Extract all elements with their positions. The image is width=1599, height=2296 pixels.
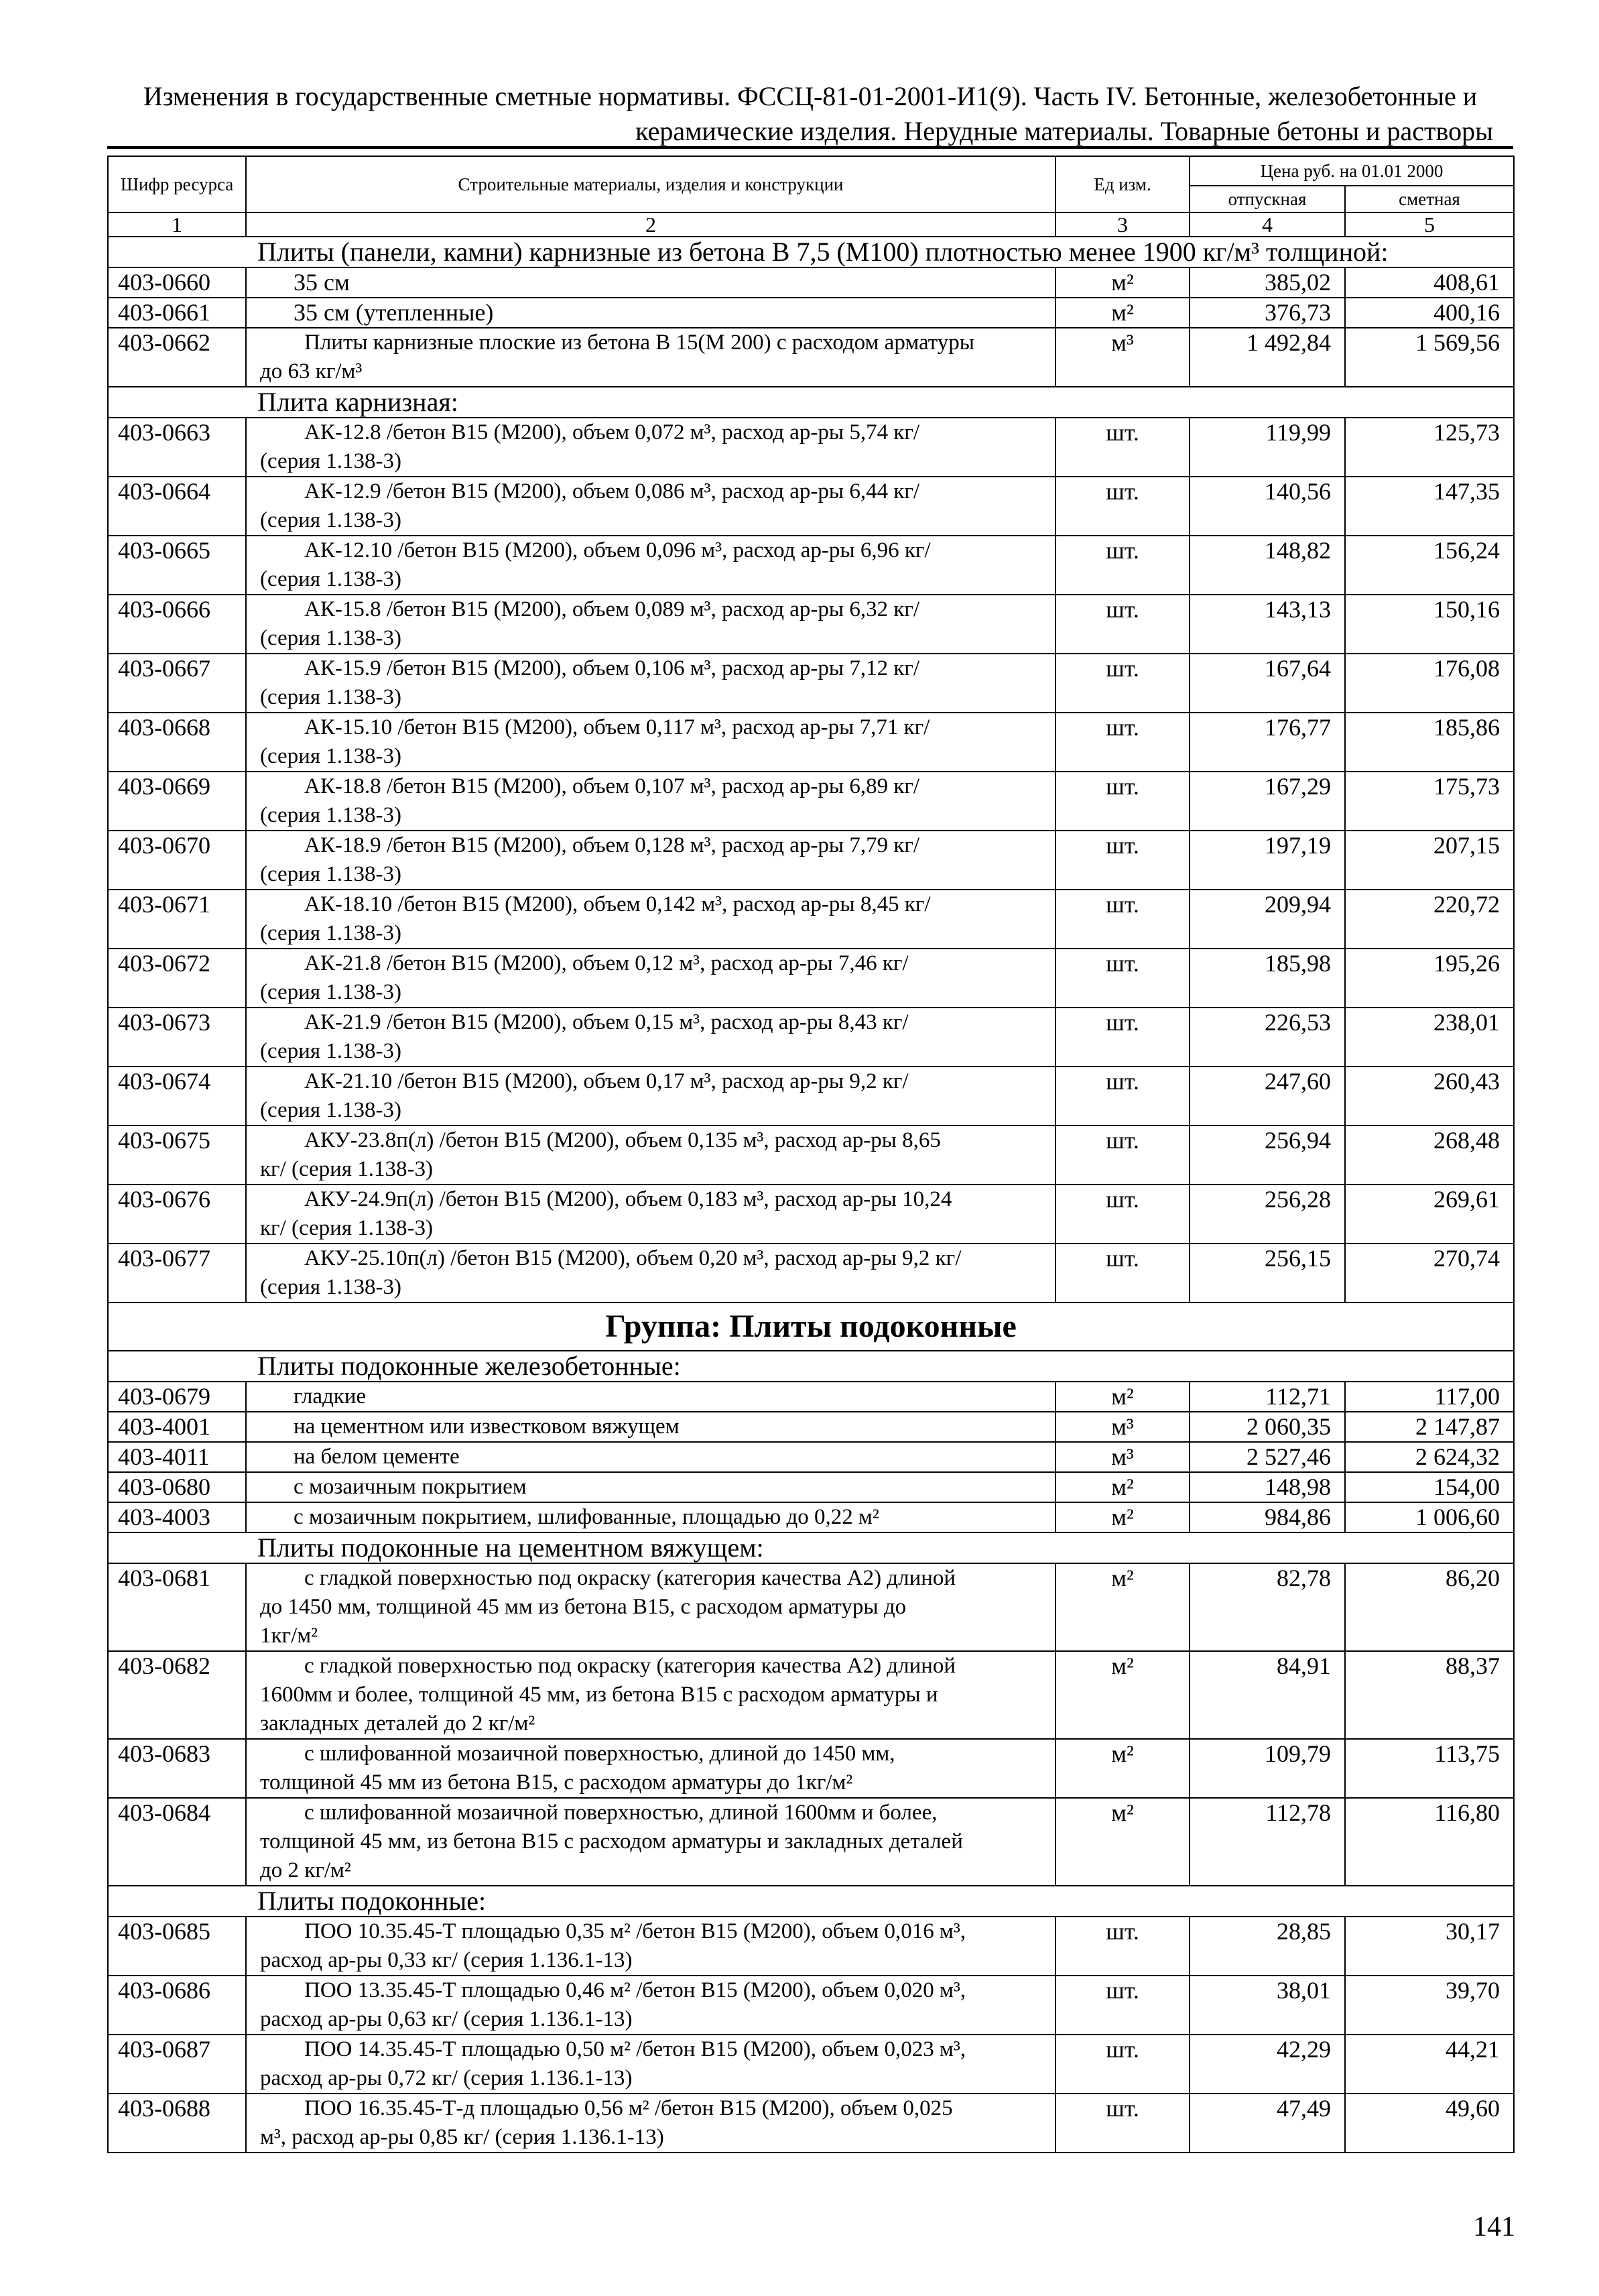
row-name-line: АК-21.8 /бетон В15 (М200), объем 0,12 м³, расход ар-ры 7,46 кг/: [304, 951, 909, 975]
row-name-line: (серия 1.138-3): [260, 567, 402, 591]
row-name-line: АК-18.10 /бетон В15 (М200), объем 0,142 м³, расход ар-ры 8,45 кг/: [304, 892, 931, 916]
row-unit: шт.: [1056, 654, 1190, 713]
row-name-line: АК-18.9 /бетон В15 (М200), объем 0,128 м³, расход ар-ры 7,79 кг/: [304, 833, 920, 857]
row-name-line: кг/ (серия 1.138-3): [260, 1157, 433, 1181]
row-estimate-price: 150,16: [1345, 595, 1514, 654]
row-name: [246, 654, 1056, 713]
row-name: [246, 1798, 1056, 1886]
row-code: 403-0665: [108, 536, 246, 595]
row-name: [246, 831, 1056, 890]
row-estimate-price: 195,26: [1345, 949, 1514, 1008]
row-name-line: (серия 1.138-3): [260, 449, 402, 473]
row-unit: м²: [1056, 1563, 1190, 1651]
row-name-line: ПОО 13.35.45-Т площадью 0,46 м² /бетон В15 (М200), объем 0,020 м³,: [304, 1978, 966, 2002]
row-release-price: 247,60: [1190, 1067, 1345, 1126]
row-release-price: 119,99: [1190, 418, 1345, 477]
row-release-price: 209,94: [1190, 890, 1345, 949]
row-name: [246, 1244, 1056, 1303]
row-name: [246, 477, 1056, 536]
row-name-line: АК-18.8 /бетон В15 (М200), объем 0,107 м³, расход ар-ры 6,89 кг/: [304, 774, 920, 798]
row-release-price: 376,73: [1190, 298, 1345, 328]
row-unit: м³: [1056, 1442, 1190, 1472]
table-row: [108, 536, 1514, 595]
row-name: [246, 1651, 1056, 1739]
table-row: [108, 298, 1514, 328]
row-unit: шт.: [1056, 1244, 1190, 1303]
page-number: 141: [1473, 2212, 1515, 2242]
table-row: [108, 713, 1514, 772]
row-unit: м²: [1056, 1798, 1190, 1886]
section-title: Плиты подоконные на цементном вяжущем:: [108, 1532, 1514, 1563]
row-name: [246, 1067, 1056, 1126]
row-estimate-price: 147,35: [1345, 477, 1514, 536]
row-name-line: (серия 1.138-3): [260, 685, 402, 709]
table-row: [108, 1382, 1514, 1412]
row-code: 403-0688: [108, 2094, 246, 2153]
table-row: [108, 1126, 1514, 1185]
col-header-release: отпускная: [1190, 186, 1345, 213]
row-estimate-price: 176,08: [1345, 654, 1514, 713]
row-code: 403-0677: [108, 1244, 246, 1303]
row-name-line: до 63 кг/м³: [260, 359, 363, 383]
row-release-price: 1 492,84: [1190, 328, 1345, 387]
table-row: [108, 1244, 1514, 1303]
row-release-price: 47,49: [1190, 2094, 1345, 2153]
row-estimate-price: 408,61: [1345, 267, 1514, 298]
row-name: [246, 1976, 1056, 2035]
row-code: 403-0673: [108, 1008, 246, 1067]
section-heading: [108, 237, 1514, 267]
row-unit: м³: [1056, 328, 1190, 387]
col-header-unit: Ед изм.: [1056, 156, 1190, 213]
col-num-5: 5: [1345, 213, 1514, 237]
row-code: 403-0669: [108, 772, 246, 831]
row-estimate-price: 125,73: [1345, 418, 1514, 477]
row-unit: шт.: [1056, 772, 1190, 831]
section-title: Плиты (панели, камни) карнизные из бетона В 7,5 (М100) плотностью менее 1900 кг/м³ толщиной:: [108, 237, 1514, 267]
row-name-line: АКУ-25.10п(л) /бетон В15 (М200), объем 0,20 м³, расход ар-ры 9,2 кг/: [304, 1246, 962, 1270]
section-title: Плиты подоконные:: [108, 1886, 1514, 1917]
price-table: [107, 156, 1515, 2153]
row-estimate-price: 238,01: [1345, 1008, 1514, 1067]
row-estimate-price: 39,70: [1345, 1976, 1514, 2035]
table-row: [108, 1412, 1514, 1442]
col-header-estimate: сметная: [1345, 186, 1514, 213]
row-unit: м²: [1056, 298, 1190, 328]
header-rule: [107, 146, 1513, 149]
price-table-container: [107, 156, 1513, 2153]
row-code: 403-0670: [108, 831, 246, 890]
row-code: 403-0671: [108, 890, 246, 949]
section-heading: [108, 387, 1514, 418]
row-estimate-price: 88,37: [1345, 1651, 1514, 1739]
page-header: [107, 79, 1513, 149]
table-row: [108, 1472, 1514, 1502]
row-name: 35 см (утепленные): [246, 298, 1056, 328]
row-code: 403-0660: [108, 267, 246, 298]
row-estimate-price: 269,61: [1345, 1185, 1514, 1244]
table-row: [108, 654, 1514, 713]
row-unit: шт.: [1056, 2094, 1190, 2153]
table-row: [108, 1067, 1514, 1126]
row-estimate-price: 175,73: [1345, 772, 1514, 831]
table-row: [108, 890, 1514, 949]
row-unit: шт.: [1056, 1917, 1190, 1976]
section-title: Плиты подоконные железобетонные:: [108, 1351, 1514, 1382]
row-name: [246, 1563, 1056, 1651]
table-row: [108, 2094, 1514, 2153]
row-code: 403-4003: [108, 1502, 246, 1532]
row-name-line: м³, расход ар-ры 0,85 кг/ (серия 1.136.1-13): [260, 2125, 664, 2149]
row-release-price: 176,77: [1190, 713, 1345, 772]
row-release-price: 197,19: [1190, 831, 1345, 890]
row-estimate-price: 207,15: [1345, 831, 1514, 890]
table-row: [108, 1185, 1514, 1244]
row-release-price: 143,13: [1190, 595, 1345, 654]
row-code: 403-0674: [108, 1067, 246, 1126]
table-row: [108, 328, 1514, 387]
row-name-line: (серия 1.138-3): [260, 862, 402, 886]
section-heading: [108, 1886, 1514, 1917]
table-row: [108, 772, 1514, 831]
row-name: [246, 536, 1056, 595]
table-row: [108, 1442, 1514, 1472]
row-code: 403-4001: [108, 1412, 246, 1442]
row-code: 403-0684: [108, 1798, 246, 1886]
row-name-line: кг/ (серия 1.138-3): [260, 1216, 433, 1240]
row-release-price: 2 527,46: [1190, 1442, 1345, 1472]
row-code: 403-0681: [108, 1563, 246, 1651]
header-line-1: Изменения в государственные сметные нормативы. ФССЦ-81-01-2001-И1(9). Часть IV. Бетонные, железобетонные и: [143, 81, 1478, 111]
row-estimate-price: 113,75: [1345, 1739, 1514, 1798]
row-release-price: 82,78: [1190, 1563, 1345, 1651]
column-number-row: [108, 213, 1514, 237]
row-name: [246, 772, 1056, 831]
row-name-line: с гладкой поверхностью под окраску (категория качества А2) длиной: [304, 1654, 956, 1678]
col-num-3: 3: [1056, 213, 1190, 237]
row-code: 403-0666: [108, 595, 246, 654]
row-release-price: 185,98: [1190, 949, 1345, 1008]
row-estimate-price: 156,24: [1345, 536, 1514, 595]
row-estimate-price: 44,21: [1345, 2035, 1514, 2094]
row-estimate-price: 2 147,87: [1345, 1412, 1514, 1442]
row-estimate-price: 185,86: [1345, 713, 1514, 772]
table-row: [108, 595, 1514, 654]
row-name-line: до 2 кг/м²: [260, 1858, 351, 1882]
row-name-line: ПОО 10.35.45-Т площадью 0,35 м² /бетон В15 (М200), объем 0,016 м³,: [304, 1919, 966, 1943]
row-code: 403-0663: [108, 418, 246, 477]
row-name: с мозаичным покрытием, шлифованные, площадью до 0,22 м²: [246, 1502, 1056, 1532]
row-code: 403-0686: [108, 1976, 246, 2035]
row-release-price: 167,64: [1190, 654, 1345, 713]
row-name-line: АК-21.9 /бетон В15 (М200), объем 0,15 м³, расход ар-ры 8,43 кг/: [304, 1010, 909, 1034]
row-name-line: АК-15.9 /бетон В15 (М200), объем 0,106 м³, расход ар-ры 7,12 кг/: [304, 656, 920, 680]
row-name-line: расход ар-ры 0,72 кг/ (серия 1.136.1-13): [260, 2066, 633, 2090]
row-name-line: расход ар-ры 0,63 кг/ (серия 1.136.1-13): [260, 2007, 633, 2031]
row-unit: шт.: [1056, 1126, 1190, 1185]
group-title: Группа: Плиты подоконные: [108, 1303, 1514, 1351]
row-name-line: АК-15.8 /бетон В15 (М200), объем 0,089 м³, расход ар-ры 6,32 кг/: [304, 597, 920, 621]
row-name-line: толщиной 45 мм из бетона В15, с расходом арматуры до 1кг/м²: [260, 1770, 853, 1795]
row-name-line: (серия 1.138-3): [260, 1098, 402, 1122]
group-heading-row: [108, 1303, 1514, 1351]
table-row: [108, 1008, 1514, 1067]
row-estimate-price: 30,17: [1345, 1917, 1514, 1976]
row-release-price: 112,71: [1190, 1382, 1345, 1412]
row-name-line: (серия 1.138-3): [260, 803, 402, 827]
row-unit: шт.: [1056, 1008, 1190, 1067]
row-code: 403-0672: [108, 949, 246, 1008]
row-name-line: до 1450 мм, толщиной 45 мм из бетона В15, с расходом арматуры до: [260, 1595, 907, 1619]
row-name: 35 см: [246, 267, 1056, 298]
row-name-line: 1кг/м²: [260, 1624, 318, 1648]
row-name-line: (серия 1.138-3): [260, 980, 402, 1004]
row-name-line: (серия 1.138-3): [260, 1275, 402, 1299]
row-unit: шт.: [1056, 713, 1190, 772]
row-unit: м²: [1056, 1472, 1190, 1502]
row-code: 403-0664: [108, 477, 246, 536]
row-estimate-price: 268,48: [1345, 1126, 1514, 1185]
table-row: [108, 831, 1514, 890]
row-release-price: 140,56: [1190, 477, 1345, 536]
row-release-price: 256,94: [1190, 1126, 1345, 1185]
row-name-line: с гладкой поверхностью под окраску (категория качества А2) длиной: [304, 1566, 956, 1590]
row-name: [246, 328, 1056, 387]
row-name: [246, 1185, 1056, 1244]
row-unit: шт.: [1056, 595, 1190, 654]
row-unit: м³: [1056, 1412, 1190, 1442]
row-name: с мозаичным покрытием: [246, 1472, 1056, 1502]
row-unit: м²: [1056, 1651, 1190, 1739]
row-unit: шт.: [1056, 1976, 1190, 2035]
row-name-line: (серия 1.138-3): [260, 626, 402, 650]
row-release-price: 256,28: [1190, 1185, 1345, 1244]
row-release-price: 42,29: [1190, 2035, 1345, 2094]
row-unit: шт.: [1056, 1185, 1190, 1244]
row-name: гладкие: [246, 1382, 1056, 1412]
row-name-line: АКУ-24.9п(л) /бетон В15 (М200), объем 0,183 м³, расход ар-ры 10,24: [304, 1187, 952, 1211]
row-estimate-price: 116,80: [1345, 1798, 1514, 1886]
row-unit: м²: [1056, 1739, 1190, 1798]
row-release-price: 109,79: [1190, 1739, 1345, 1798]
row-release-price: 385,02: [1190, 267, 1345, 298]
col-header-price: Цена руб. на 01.01 2000: [1190, 156, 1514, 186]
row-release-price: 84,91: [1190, 1651, 1345, 1739]
row-release-price: 256,15: [1190, 1244, 1345, 1303]
row-name-line: Плиты карнизные плоские из бетона В 15(М 200) с расходом арматуры: [304, 330, 974, 355]
col-num-1: 1: [108, 213, 246, 237]
row-estimate-price: 49,60: [1345, 2094, 1514, 2153]
row-code: 403-0662: [108, 328, 246, 387]
table-row: [108, 1917, 1514, 1976]
row-estimate-price: 154,00: [1345, 1472, 1514, 1502]
row-release-price: 28,85: [1190, 1917, 1345, 1976]
row-estimate-price: 400,16: [1345, 298, 1514, 328]
col-num-4: 4: [1190, 213, 1345, 237]
col-header-code: Шифр ресурса: [108, 156, 246, 213]
row-name-line: ПОО 16.35.45-Т-д площадью 0,56 м² /бетон В15 (М200), объем 0,025: [304, 2096, 953, 2120]
row-code: 403-0687: [108, 2035, 246, 2094]
row-code: 403-0668: [108, 713, 246, 772]
row-release-price: 2 060,35: [1190, 1412, 1345, 1442]
row-estimate-price: 270,74: [1345, 1244, 1514, 1303]
row-name-line: (серия 1.138-3): [260, 921, 402, 945]
row-estimate-price: 260,43: [1345, 1067, 1514, 1126]
row-estimate-price: 220,72: [1345, 890, 1514, 949]
row-name: [246, 2035, 1056, 2094]
row-release-price: 167,29: [1190, 772, 1345, 831]
row-name: на белом цементе: [246, 1442, 1056, 1472]
row-name-line: (серия 1.138-3): [260, 508, 402, 532]
table-row: [108, 418, 1514, 477]
row-estimate-price: 1 569,56: [1345, 328, 1514, 387]
row-unit: шт.: [1056, 2035, 1190, 2094]
row-unit: шт.: [1056, 1067, 1190, 1126]
col-num-2: 2: [246, 213, 1056, 237]
section-heading: [108, 1351, 1514, 1382]
row-name: [246, 890, 1056, 949]
row-unit: шт.: [1056, 477, 1190, 536]
header-line-2: керамические изделия. Нерудные материалы. Товарные бетоны и растворы: [635, 116, 1493, 146]
table-row: [108, 267, 1514, 298]
row-unit: м²: [1056, 1382, 1190, 1412]
row-estimate-price: 2 624,32: [1345, 1442, 1514, 1472]
row-code: 403-0667: [108, 654, 246, 713]
row-name: [246, 418, 1056, 477]
row-code: 403-4011: [108, 1442, 246, 1472]
row-name-line: закладных деталей до 2 кг/м²: [260, 1711, 535, 1736]
row-name-line: толщиной 45 мм, из бетона В15 с расходом арматуры и закладных деталей: [260, 1829, 963, 1854]
row-code: 403-0685: [108, 1917, 246, 1976]
row-name: [246, 1008, 1056, 1067]
table-row: [108, 1976, 1514, 2035]
section-heading: [108, 1532, 1514, 1563]
row-unit: шт.: [1056, 418, 1190, 477]
table-row: [108, 1739, 1514, 1798]
row-unit: шт.: [1056, 949, 1190, 1008]
row-name-line: с шлифованной мозаичной поверхностью, длиной 1600мм и более,: [304, 1801, 938, 1825]
row-estimate-price: 86,20: [1345, 1563, 1514, 1651]
row-name: на цементном или известковом вяжущем: [246, 1412, 1056, 1442]
row-release-price: 148,82: [1190, 536, 1345, 595]
row-name: [246, 2094, 1056, 2153]
row-code: 403-0682: [108, 1651, 246, 1739]
row-code: 403-0683: [108, 1739, 246, 1798]
table-row: [108, 1563, 1514, 1651]
row-unit: м²: [1056, 1502, 1190, 1532]
row-unit: шт.: [1056, 890, 1190, 949]
row-release-price: 226,53: [1190, 1008, 1345, 1067]
table-row: [108, 1651, 1514, 1739]
row-name: [246, 949, 1056, 1008]
row-name-line: АКУ-23.8п(л) /бетон В15 (М200), объем 0,135 м³, расход ар-ры 8,65: [304, 1128, 941, 1152]
table-row: [108, 477, 1514, 536]
row-code: 403-0661: [108, 298, 246, 328]
row-name-line: АК-21.10 /бетон В15 (М200), объем 0,17 м³, расход ар-ры 9,2 кг/: [304, 1069, 909, 1093]
row-name-line: 1600мм и более, толщиной 45 мм, из бетона В15 с расходом арматуры и: [260, 1683, 938, 1707]
row-code: 403-0679: [108, 1382, 246, 1412]
row-name-line: с шлифованной мозаичной поверхностью, длиной до 1450 мм,: [304, 1742, 895, 1766]
row-name-line: ПОО 14.35.45-Т площадью 0,50 м² /бетон В15 (М200), объем 0,023 м³,: [304, 2037, 966, 2061]
row-name-line: АК-15.10 /бетон В15 (М200), объем 0,117 м³, расход ар-ры 7,71 кг/: [304, 715, 930, 739]
row-unit: шт.: [1056, 536, 1190, 595]
row-code: 403-0676: [108, 1185, 246, 1244]
row-name-line: (серия 1.138-3): [260, 744, 402, 768]
row-unit: шт.: [1056, 831, 1190, 890]
row-release-price: 38,01: [1190, 1976, 1345, 2035]
row-name-line: (серия 1.138-3): [260, 1039, 402, 1063]
row-unit: м²: [1056, 267, 1190, 298]
row-name-line: расход ар-ры 0,33 кг/ (серия 1.136.1-13): [260, 1948, 633, 1972]
row-name: [246, 1739, 1056, 1798]
row-name-line: АК-12.10 /бетон В15 (М200), объем 0,096 м³, расход ар-ры 6,96 кг/: [304, 538, 931, 562]
table-row: [108, 1502, 1514, 1532]
row-name: [246, 595, 1056, 654]
row-release-price: 148,98: [1190, 1472, 1345, 1502]
table-row: [108, 1798, 1514, 1886]
row-name-line: АК-12.8 /бетон В15 (М200), объем 0,072 м³, расход ар-ры 5,74 кг/: [304, 420, 920, 444]
row-release-price: 112,78: [1190, 1798, 1345, 1886]
row-code: 403-0680: [108, 1472, 246, 1502]
row-name-line: АК-12.9 /бетон В15 (М200), объем 0,086 м³, расход ар-ры 6,44 кг/: [304, 479, 920, 503]
row-estimate-price: 1 006,60: [1345, 1502, 1514, 1532]
table-row: [108, 2035, 1514, 2094]
row-code: 403-0675: [108, 1126, 246, 1185]
row-estimate-price: 117,00: [1345, 1382, 1514, 1412]
row-name: [246, 1126, 1056, 1185]
table-row: [108, 949, 1514, 1008]
row-release-price: 984,86: [1190, 1502, 1345, 1532]
row-name: [246, 1917, 1056, 1976]
col-header-name: Строительные материалы, изделия и конструкции: [246, 156, 1056, 213]
section-title: Плита карнизная:: [108, 387, 1514, 418]
row-name: [246, 713, 1056, 772]
